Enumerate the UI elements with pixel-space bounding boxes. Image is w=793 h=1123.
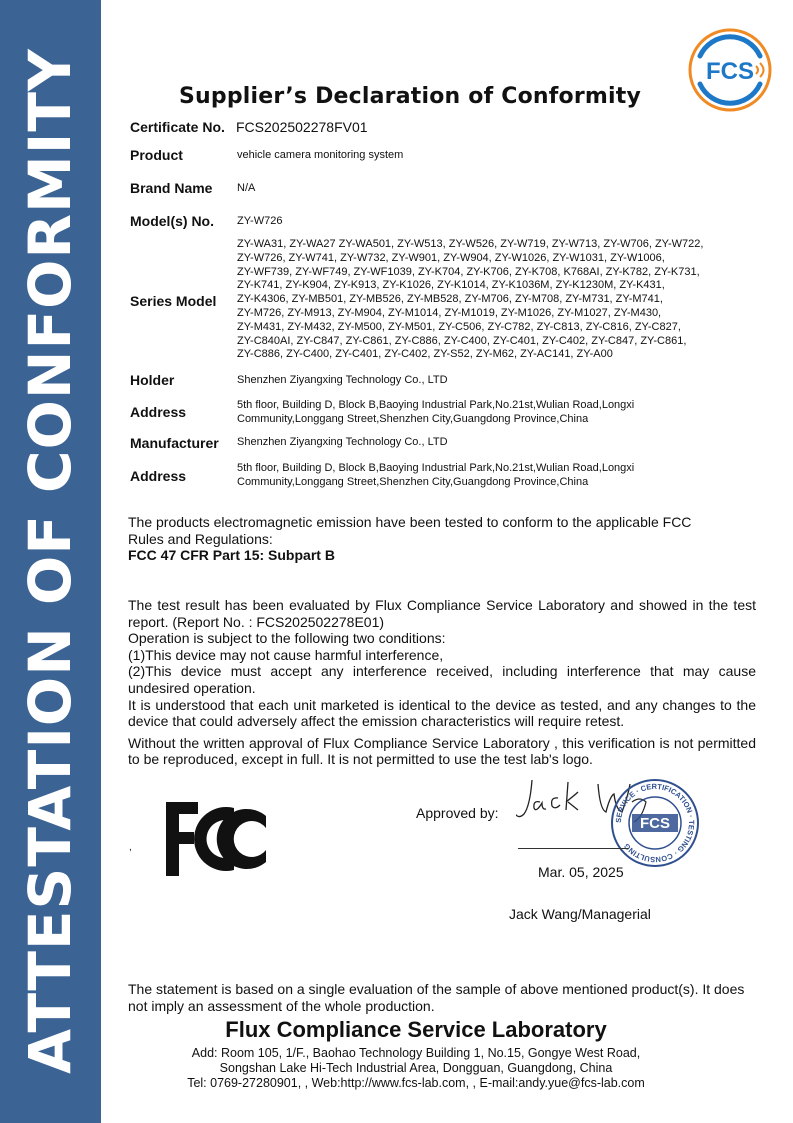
manufacturer-address-line: 5th floor, Building D, Block B,Baoying Industrial Park,No.21st,Wulian Road,Longxi <box>237 462 635 474</box>
signer-name: Jack Wang/Managerial <box>509 906 651 922</box>
emission-line: Rules and Regulations: <box>128 530 273 547</box>
lab-name: Flux Compliance Service Laboratory <box>225 1017 607 1042</box>
series-line: ZY-WA31, ZY-WA27 ZY-WA501, ZY-W513, ZY-W526, ZY-W719, ZY-W713, ZY-W706, ZY-W722, <box>237 238 704 250</box>
result-section <box>128 597 756 768</box>
brand-label: Brand Name <box>130 180 213 196</box>
series-line: ZY-WF739, ZY-WF749, ZY-WF1039, ZY-K704, ZY-K706, ZY-K708, K768AI, ZY-K782, ZY-K731, <box>237 265 700 278</box>
series-label: Series Model <box>130 293 217 309</box>
understood-text: It is understood that each unit marketed is identical to the device as tested, and any changes to the device that could adversely affect the emission characteristics will require retest. <box>128 696 756 730</box>
condition-2: (2)This device must accept any interference received, including interference that may cause undesired operation. <box>128 663 756 696</box>
series-list <box>237 238 703 362</box>
fcs-logo-text: FCS <box>706 58 754 85</box>
approved-by-label: Approved by: <box>416 805 499 821</box>
product-value: vehicle camera monitoring system <box>237 149 404 161</box>
model-label: Model(s) No. <box>130 213 214 229</box>
signature-line <box>518 848 628 849</box>
manufacturer-address <box>237 462 634 490</box>
result-text: The test result has been evaluated by Flux Compliance Service Laboratory and showed in the test report. (Report No. : FCS202502278E01) <box>128 597 756 630</box>
model-value: ZY-W726 <box>237 215 283 227</box>
lab-address-line-1: Add: Room 105, 1/F., Baohao Technology Building 1, No.15, Gongye West Road, <box>191 1046 641 1060</box>
fcs-logo <box>686 26 774 114</box>
holder-address <box>237 399 634 427</box>
product-label: Product <box>130 147 183 163</box>
certificate-number: FCS202502278FV01 <box>236 119 368 135</box>
emission-paragraph <box>128 514 756 564</box>
holder-value: Shenzhen Ziyangxing Technology Co., LTD <box>237 374 448 386</box>
manufacturer-label: Manufacturer <box>130 435 219 451</box>
fcc-logo <box>162 798 274 880</box>
series-line: ZY-W726, ZY-W741, ZY-W732, ZY-W901, ZY-W904, ZY-W1026, ZY-W1031, ZY-W1006, <box>237 251 665 264</box>
series-line: ZY-C840AI, ZY-C847, ZY-C861, ZY-C886, ZY-C400, ZY-C401, ZY-C402, ZY-C847, ZY-C861, <box>237 334 687 347</box>
approval-note: Without the written approval of Flux Compliance Service Laboratory , this verification is not permitted to be reproduced, except in full. It is not permitted to use the test lab's logo. <box>128 734 756 768</box>
attestation-sidebar <box>0 0 101 1123</box>
manufacturer-address-label: Address <box>130 468 187 484</box>
holder-address-line: 5th floor, Building D, Block B,Baoying Industrial Park,No.21st,Wulian Road,Longxi <box>237 399 635 411</box>
manufacturer-value: Shenzhen Ziyangxing Technology Co., LTD <box>237 436 448 448</box>
brand-value: N/A <box>237 182 256 194</box>
certification-stamp <box>610 778 700 868</box>
lab-contact: Tel: 0769-27280901, , Web:http://www.fcs-lab.com, , E-mail:andy.yue@fcs-lab.com <box>187 1076 645 1090</box>
conditions-intro: Operation is subject to the following two conditions: <box>128 630 446 647</box>
manufacturer-address-line: Community,Longgang Street,Shenzhen City,Guangdong Province,China <box>237 475 589 488</box>
document-title: Supplier’s Declaration of Conformity <box>178 84 641 109</box>
holder-address-line: Community,Longgang Street,Shenzhen City,Guangdong Province,China <box>237 412 589 425</box>
sidebar-title: ATTESTATION OF CONFORMITY <box>16 48 84 1074</box>
regulation: FCC 47 CFR Part 15: Subpart B <box>128 547 335 564</box>
series-line: ZY-K741, ZY-K904, ZY-K913, ZY-K1026, ZY-K1014, ZY-K1036M, ZY-K1230M, ZY-K431, <box>237 279 665 292</box>
series-line: ZY-C886, ZY-C400, ZY-C401, ZY-C402, ZY-S52, ZY-M62, ZY-AC141, ZY-A00 <box>237 348 613 361</box>
holder-label: Holder <box>130 372 175 388</box>
series-line: ZY-M431, ZY-M432, ZY-M500, ZY-M501, ZY-C506, ZY-C782, ZY-C813, ZY-C816, ZY-C827, <box>237 320 681 333</box>
approval-date: Mar. 05, 2025 <box>538 864 624 880</box>
stray-mark: , <box>129 842 132 853</box>
condition-1: (1)This device may not cause harmful interference, <box>128 646 444 663</box>
holder-address-label: Address <box>130 404 187 420</box>
statement-text: The statement is based on a single evaluation of the sample of above mentioned product(s). It does not imply an assessment of the whole production. <box>128 981 745 1014</box>
stamp-ring-text: SERVICE · CERTIFICATION · TESTING · CONSULTING <box>613 781 697 865</box>
lab-address-line-2: Songshan Lake Hi-Tech Industrial Area, Dongguan, Guangdong, China <box>219 1061 613 1075</box>
emission-line: The products electromagnetic emission have been tested to conform to the applicable FCC <box>128 514 692 530</box>
stamp-center-text: FCS <box>640 815 670 832</box>
series-line: ZY-M726, ZY-M913, ZY-M904, ZY-M1014, ZY-M1019, ZY-M1026, ZY-M1027, ZY-M430, <box>237 306 662 319</box>
certificate-label: Certificate No. <box>130 119 225 135</box>
series-line: ZY-K4306, ZY-MB501, ZY-MB526, ZY-MB528, ZY-M706, ZY-M708, ZY-M731, ZY-M741, <box>237 293 663 306</box>
